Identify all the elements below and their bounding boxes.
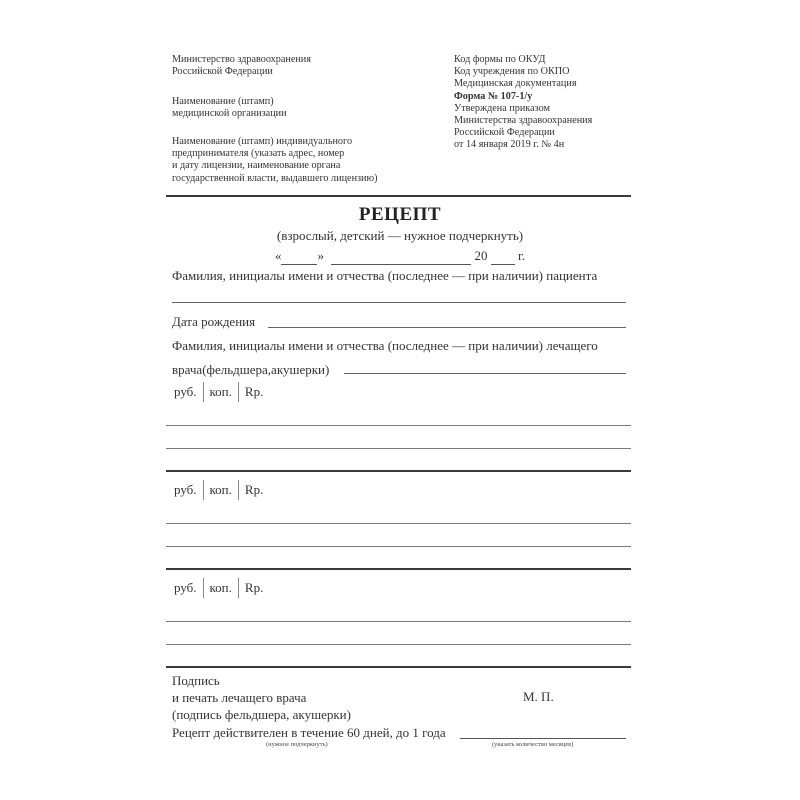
entrepreneur-line: Наименование (штамп) индивидуального bbox=[172, 136, 353, 147]
rx-header bbox=[174, 480, 263, 500]
column-divider bbox=[203, 382, 204, 402]
close-quote: » bbox=[317, 248, 324, 263]
rx-divider bbox=[166, 666, 631, 668]
ministry-block bbox=[172, 54, 311, 78]
open-quote: « bbox=[274, 248, 282, 263]
org-stamp-block bbox=[172, 96, 287, 120]
approval-line: от 14 января 2019 г. № 4н bbox=[454, 139, 565, 151]
form-info-block bbox=[454, 54, 592, 152]
signature-line: (подпись фельдшера, акушерки) bbox=[172, 707, 351, 722]
validity-hint-right: (указать количество месяцев) bbox=[492, 741, 574, 748]
birth-date-field[interactable] bbox=[268, 327, 626, 328]
rx-write-line[interactable] bbox=[166, 644, 631, 645]
entrepreneur-stamp-block bbox=[172, 136, 378, 185]
month-field[interactable] bbox=[331, 248, 471, 265]
patient-name-field[interactable] bbox=[172, 302, 626, 303]
signature-line: Подпись bbox=[172, 673, 220, 688]
signature-block bbox=[172, 672, 351, 723]
doctor-label-line2: врача(фельдшера,акушерки) bbox=[172, 362, 330, 377]
approval-line: Утверждена приказом bbox=[454, 102, 550, 114]
column-divider bbox=[238, 578, 239, 598]
date-line bbox=[0, 248, 800, 265]
doctor-name-field[interactable] bbox=[344, 373, 626, 374]
approval-line: Министерства здравоохранения bbox=[454, 115, 593, 127]
validity-months-field[interactable] bbox=[460, 738, 626, 739]
rx-write-line[interactable] bbox=[166, 523, 631, 524]
doctor-label-line1: Фамилия, инициалы имени и отчества (последнее — при наличии) лечащего bbox=[172, 338, 598, 353]
rx-divider bbox=[166, 470, 631, 472]
org-line: медицинской организации bbox=[172, 108, 287, 120]
ministry-line: Министерство здравоохранения bbox=[172, 54, 311, 65]
rx-write-line[interactable] bbox=[166, 425, 631, 426]
rub-label: руб. bbox=[174, 482, 197, 497]
okpo-label: Код учреждения по ОКПО bbox=[454, 66, 570, 78]
kop-label: коп. bbox=[209, 482, 232, 497]
rx-write-line[interactable] bbox=[166, 448, 631, 449]
entrepreneur-line: и дату лицензии, наименование органа bbox=[172, 160, 341, 172]
signature-line: и печать лечащего врача bbox=[172, 690, 307, 705]
birth-date-row bbox=[172, 314, 255, 330]
rx-divider bbox=[166, 568, 631, 570]
stamp-place-label: М. П. bbox=[523, 689, 554, 704]
column-divider bbox=[238, 382, 239, 402]
column-divider bbox=[203, 480, 204, 500]
org-line: Наименование (штамп) bbox=[172, 96, 274, 107]
rx-write-line[interactable] bbox=[166, 546, 631, 547]
med-docs-label: Медицинская документация bbox=[454, 78, 577, 90]
rx-write-line[interactable] bbox=[166, 621, 631, 622]
column-divider bbox=[238, 480, 239, 500]
validity-hint-left: (нужное подчеркнуть) bbox=[266, 741, 328, 748]
rub-label: руб. bbox=[174, 580, 197, 595]
rp-label: Rp. bbox=[244, 384, 264, 399]
validity-label: Рецепт действителен в течение 60 дней, до 1 года bbox=[172, 725, 446, 740]
year-field[interactable] bbox=[491, 248, 515, 265]
kop-label: коп. bbox=[209, 384, 232, 399]
page-title: РЕЦЕПТ bbox=[358, 204, 442, 225]
subtitle: (взрослый, детский — нужное подчеркнуть) bbox=[276, 228, 524, 243]
form-number: Форма № 107-1/у bbox=[454, 90, 533, 102]
birth-date-label: Дата рождения bbox=[172, 314, 256, 329]
ministry-line: Российской Федерации bbox=[172, 66, 273, 78]
kop-label: коп. bbox=[209, 580, 232, 595]
approval-line: Российской Федерации bbox=[454, 127, 555, 139]
year-suffix: г. bbox=[517, 248, 526, 263]
day-field[interactable] bbox=[281, 248, 317, 265]
patient-label: Фамилия, инициалы имени и отчества (последнее — при наличии) пациента bbox=[172, 268, 598, 283]
rx-header bbox=[174, 578, 263, 598]
header-divider bbox=[166, 195, 631, 197]
rub-label: руб. bbox=[174, 384, 197, 399]
rp-label: Rp. bbox=[244, 580, 264, 595]
column-divider bbox=[203, 578, 204, 598]
okud-label: Код формы по ОКУД bbox=[454, 54, 546, 65]
rp-label: Rp. bbox=[244, 482, 264, 497]
entrepreneur-line: предпринимателя (указать адрес, номер bbox=[172, 148, 345, 160]
year-prefix: 20 bbox=[474, 248, 488, 263]
rx-header bbox=[174, 382, 263, 402]
entrepreneur-line: государственной власти, выдавшего лицензию) bbox=[172, 172, 378, 184]
